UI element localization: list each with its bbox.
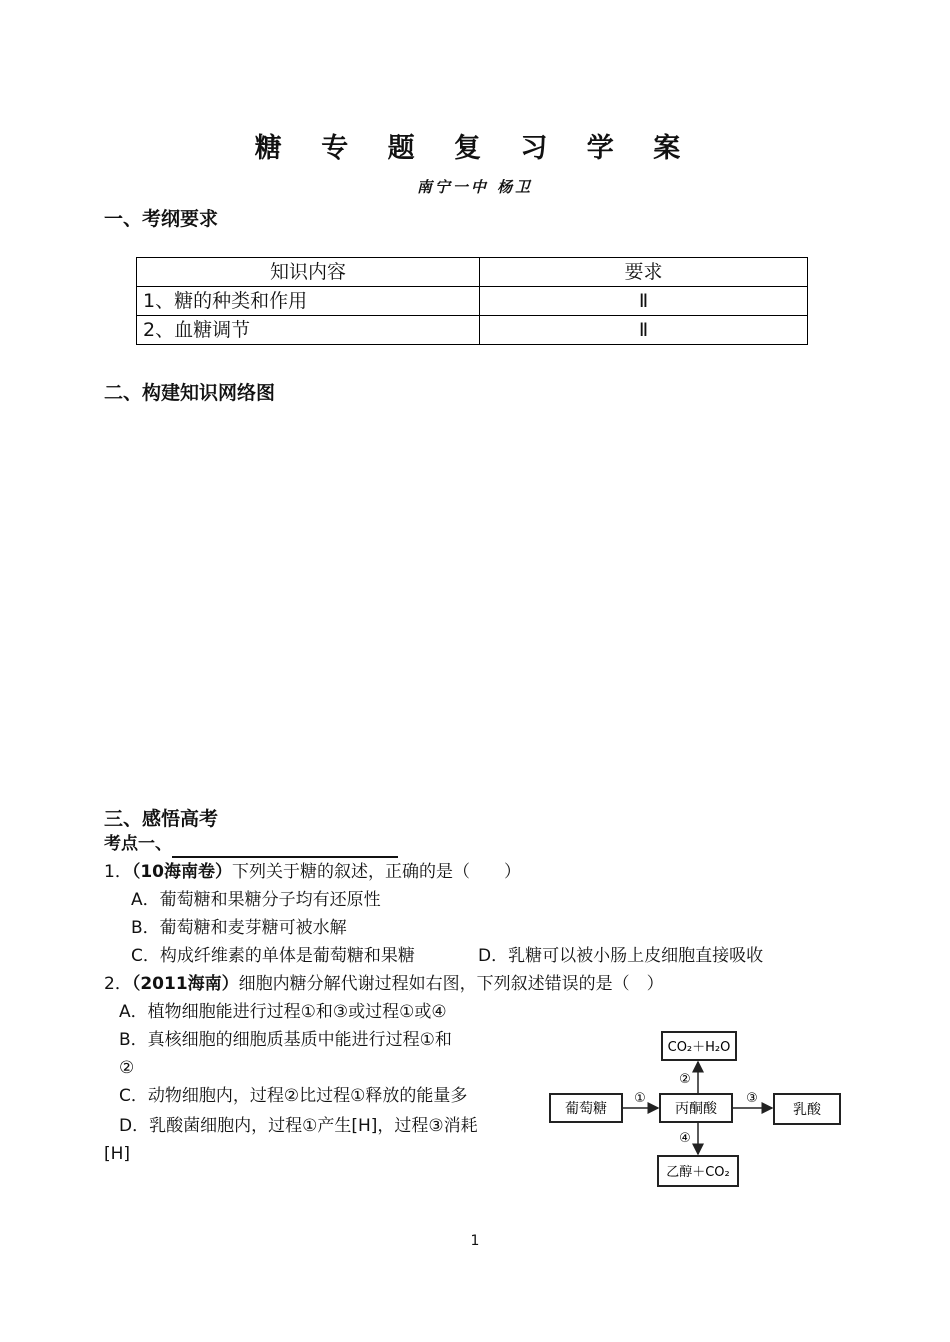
q1-number: 1． (104, 862, 132, 882)
metabolism-diagram (530, 1020, 860, 1195)
q1-option-a: A．葡萄糖和果糖分子均有还原性 (131, 890, 381, 910)
step2-label: ② (679, 1072, 691, 1087)
table-cell: Ⅱ (480, 316, 808, 345)
q2-option-c: C．动物细胞内，过程②比过程①释放的能量多 (119, 1086, 468, 1106)
point1-line (104, 830, 398, 858)
q2-option-b: B．真核细胞的细胞质基质中能进行过程①和 (119, 1030, 452, 1050)
q1-text: 下列关于糖的叙述，正确的是（ ） (232, 862, 521, 882)
page-number: 1 (470, 1233, 480, 1249)
table-row (137, 316, 808, 345)
step1-label: ① (634, 1091, 646, 1106)
section1-heading: 一、考纲要求 (104, 208, 219, 230)
q2-option-b-cont: ② (119, 1058, 135, 1078)
q2-number: 2． (104, 974, 132, 994)
q2-option-d: D．乳酸菌细胞内，过程①产生[H]，过程③消耗 (119, 1116, 478, 1136)
glucose-label: 葡萄糖 (565, 1101, 607, 1117)
q2-option-a: A．植物细胞能进行过程①和③或过程①或④ (119, 1002, 447, 1022)
table-header-requirement: 要求 (480, 258, 808, 287)
table-header-row (137, 258, 808, 287)
q1-option-c: C．构成纤维素的单体是葡萄糖和果糖 (131, 946, 415, 966)
q1-stem (104, 858, 521, 886)
point1-label: 考点一、 (104, 834, 172, 854)
lactic-acid-label: 乳酸 (793, 1102, 821, 1118)
table-cell: Ⅱ (480, 287, 808, 316)
q2-text: 细胞内糖分解代谢过程如右图，下列叙述错误的是（ ） (238, 974, 664, 994)
q2-option-d-cont: [H] (104, 1144, 131, 1164)
answer-blank[interactable] (172, 838, 398, 858)
q2-stem (104, 970, 664, 998)
step4-label: ④ (679, 1131, 691, 1146)
table-cell: 1、糖的种类和作用 (137, 287, 480, 316)
requirements-table (136, 257, 808, 345)
author-line: 南宁一中 杨卫 (416, 178, 534, 196)
page-title: 糖 专 题 复 习 学 案 (254, 133, 696, 164)
table-row (137, 287, 808, 316)
q1-source: （10海南卷） (131, 862, 232, 882)
q2-source: （2011海南） (131, 974, 239, 994)
ethanol-co2-label: 乙醇＋CO₂ (666, 1165, 730, 1180)
co2-h2o-label: CO₂＋H₂O (667, 1040, 731, 1055)
section2-heading: 二、构建知识网络图 (104, 382, 276, 404)
q1-option-d: D．乳糖可以被小肠上皮细胞直接吸收 (478, 946, 764, 966)
q1-option-b: B．葡萄糖和麦芽糖可被水解 (131, 918, 347, 938)
table-cell: 2、血糖调节 (137, 316, 480, 345)
section3-heading: 三、感悟高考 (104, 808, 219, 830)
step3-label: ③ (746, 1091, 758, 1106)
table-header-content: 知识内容 (137, 258, 480, 287)
pyruvate-label: 丙酮酸 (675, 1101, 717, 1117)
